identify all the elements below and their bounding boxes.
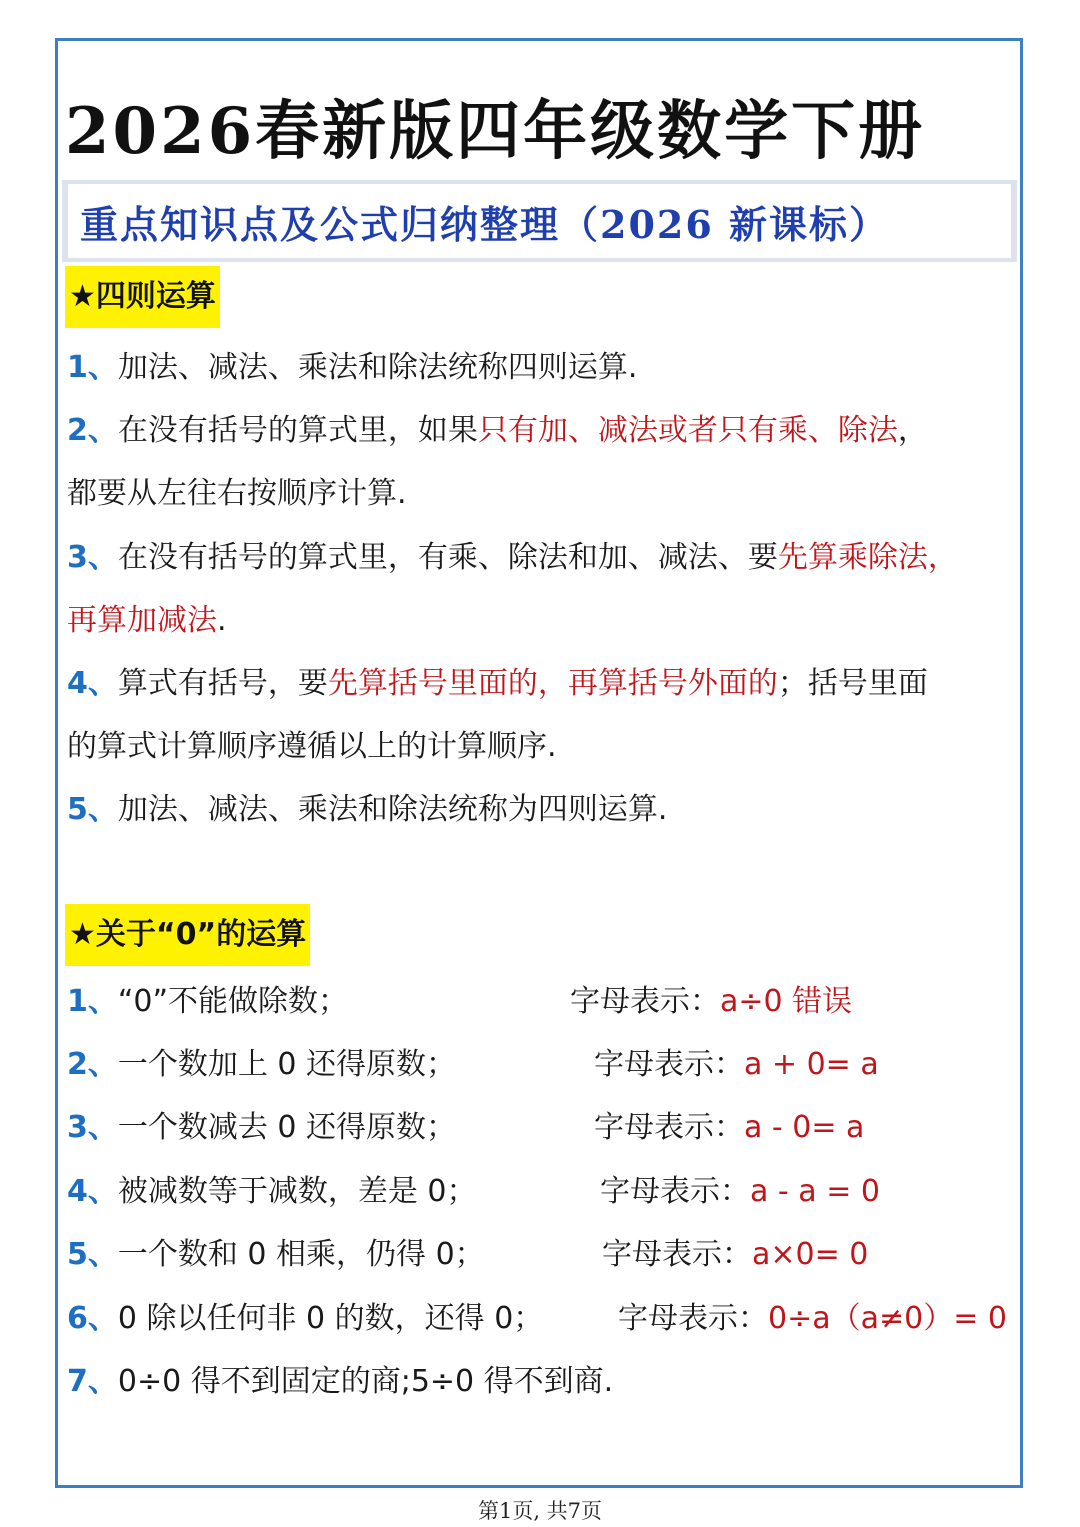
rule-number: 4、 <box>67 666 118 701</box>
formula-text: a - 0= a <box>744 1110 865 1145</box>
rule-text: ， <box>897 413 928 448</box>
rule-highlight: 先算括号里面的， <box>327 666 568 701</box>
rule-number: 6、 <box>67 1301 118 1336</box>
rule-number: 3、 <box>67 540 118 575</box>
rule-number: 2、 <box>67 413 118 448</box>
zero-rule-4 <box>67 1172 477 1212</box>
subtitle-banner <box>62 180 1017 262</box>
formula-label: 字母表示： <box>570 984 720 1019</box>
formula-text: a×0= 0 <box>752 1237 869 1272</box>
rule-number: 1、 <box>67 984 118 1019</box>
rule-text: 加法、减法、乘法和除法统称四则运算. <box>117 350 638 385</box>
rule-highlight: 先算乘除法， <box>777 540 958 575</box>
section-heading-arithmetic: ★四则运算 <box>65 266 220 328</box>
formula-row-3 <box>594 1108 864 1148</box>
rule-text: 一个数和 0 相乘，仍得 0； <box>117 1237 485 1272</box>
rule-text: 在没有括号的算式里，如果 <box>117 413 478 448</box>
formula-row-1 <box>570 982 852 1022</box>
rule-text: 在没有括号的算式里，有乘、除法和加、减法、要 <box>117 540 778 575</box>
rule-line-4 <box>67 664 928 704</box>
formula-text: a + 0= a <box>744 1047 879 1082</box>
rule-number: 5、 <box>67 792 118 827</box>
rule-number: 2、 <box>67 1047 118 1082</box>
rule-text: 加法、减法、乘法和除法统称为四则运算. <box>117 792 668 827</box>
rule-text: “0”不能做除数； <box>117 984 349 1019</box>
rule-text: 一个数加上 0 还得原数； <box>117 1047 457 1082</box>
rule-text: 被减数等于减数，差是 0； <box>117 1174 477 1209</box>
rule-text: ；括号里面 <box>777 666 928 701</box>
zero-rule-3 <box>67 1108 456 1148</box>
rule-line-4-cont: 的算式计算顺序遵循以上的计算顺序. <box>67 729 557 764</box>
rule-text: . <box>217 603 227 638</box>
rule-line-3-cont <box>67 601 227 641</box>
rule-highlight: 再算加减法 <box>67 603 217 638</box>
rule-text: 0÷0 得不到固定的商;5÷0 得不到商. <box>117 1364 614 1399</box>
rule-highlight: 再算括号外面的 <box>567 666 778 701</box>
rule-line-2-cont: 都要从左往右按顺序计算. <box>67 476 407 511</box>
rule-line-1 <box>67 348 637 388</box>
rule-number: 3、 <box>67 1110 118 1145</box>
rule-number: 7、 <box>67 1364 118 1399</box>
zero-rule-7 <box>67 1362 613 1402</box>
formula-label: 字母表示： <box>594 1110 744 1145</box>
rule-number: 4、 <box>67 1174 118 1209</box>
zero-rule-6 <box>67 1299 543 1339</box>
rule-highlight: 只有加、减法或者只有乘、除法 <box>477 413 898 448</box>
formula-row-4 <box>600 1172 880 1212</box>
formula-row-2 <box>594 1045 879 1085</box>
subtitle-inner <box>68 184 1011 258</box>
rule-line-3 <box>67 538 958 578</box>
rule-text: 算式有括号，要 <box>117 666 328 701</box>
formula-text: a÷0 错误 <box>720 984 853 1019</box>
formula-label: 字母表示： <box>600 1174 750 1209</box>
page-title: 2026春新版四年级数学下册 <box>65 94 926 169</box>
subtitle-text: 重点知识点及公式归纳整理（2026 新课标） <box>80 201 889 247</box>
zero-rule-5 <box>67 1235 485 1275</box>
formula-label: 字母表示： <box>602 1237 752 1272</box>
rule-number: 5、 <box>67 1237 118 1272</box>
page-footer: 第1页, 共7页 <box>477 1499 603 1523</box>
formula-label: 字母表示： <box>618 1301 768 1336</box>
rule-line-2 <box>67 411 928 451</box>
rule-text: 一个数减去 0 还得原数； <box>117 1110 457 1145</box>
zero-rule-1 <box>67 982 348 1022</box>
formula-row-5 <box>602 1235 868 1275</box>
rule-number: 1、 <box>67 350 118 385</box>
section-heading-zero: ★关于“0”的运算 <box>65 904 310 966</box>
formula-text: a - a = 0 <box>750 1174 880 1209</box>
formula-label: 字母表示： <box>594 1047 744 1082</box>
rule-text: 0 除以任何非 0 的数，还得 0； <box>117 1301 544 1336</box>
formula-text: 0÷a（a≠0）= 0 <box>768 1301 1007 1336</box>
formula-row-6 <box>618 1299 1007 1339</box>
rule-line-5 <box>67 790 667 830</box>
zero-rule-2 <box>67 1045 456 1085</box>
